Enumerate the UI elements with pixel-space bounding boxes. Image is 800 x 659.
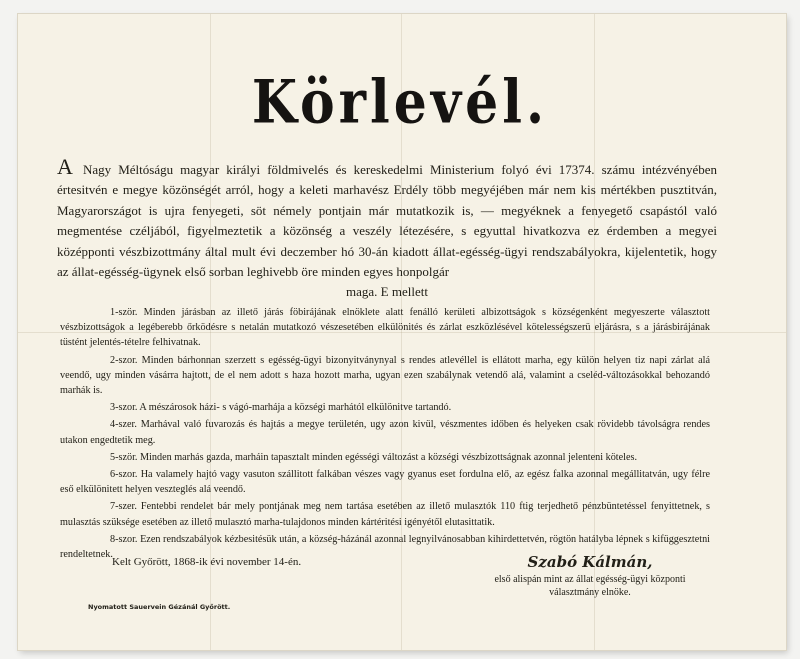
document-title: Körlevél.	[251, 67, 549, 138]
intro-paragraph	[57, 154, 717, 303]
point-item: 2-szor. Minden bárhonnan szerzett s egésség-ügyi bizonyitványnyal s rendes atlevéllel is ellátott marha, egy külön helyen tiz napi zárlat alá veendő, ugy minden vásárra hajtott, de el nem adott s haza hozott marha, ugyan ezen szabálynak vetendő alá, valamint a cseléd-változásokkal behozandó marhák is.	[60, 354, 710, 397]
point-item: 3-szor. A mészárosok házi- s vágó-marhája a községi marhától elkülönitve tartandó.	[110, 402, 452, 414]
point-item: 1-ször. Minden járásban az illető járás föbirájának elnöklete alatt fenálló kerületi albizottságok s községenként megyeszerte választott vészbizottságok a legéberebb őrködésre s netalán mutatkozó vészesetében elkülönités és zárlat eszközlésével kötelességszerü eljárásra, s a járásbirájának tüstént jelentés-tételre felhivatnak.	[60, 307, 710, 349]
point-item: 7-szer. Fentebbi rendelet bár mely pontjának meg nem tartása esetében az illető mulasztók 110 ftig terjedhető pénzbüntetéssel fenyittetnek, s mulasztás szüksége esetében az illető mulasztó marha-tulajdonos minden kártéritési igényétől elutasittatik.	[60, 501, 710, 528]
numbered-points	[60, 305, 710, 564]
signature-block	[470, 553, 710, 599]
place-date: Kelt Győrött, 1868-ik évi november 14-én.	[112, 556, 302, 568]
signer-role: első alispán mint az állat egésség-ügyi központi	[494, 574, 686, 585]
point-item: 8-szor. Ezen rendszabályok kézbesitésük után, a község-házánál azonnal legnyilvánosabban kihirdettetvén, rögtön hatályba lépnek s kifüggesztetni rendeltetnek.	[60, 533, 710, 561]
point-item: 5-ször. Minden marhás gazda, marháin tapasztalt minden egésségi változást a községi vészbizottságnak azonnal jelenteni köteles.	[110, 451, 638, 463]
point-item: 6-szor. Ha valamely hajtó vagy vasuton szállitott falkában vészes vagy gyanus eset fordulna elő, az egész falka azonnal megállitatván, ugy félre eső elkülönitett helyen veszteglés alá veendő.	[60, 469, 710, 496]
signer-name: Szabó Kálmán,	[527, 553, 653, 571]
drop-cap: A	[57, 154, 73, 179]
point-item: 4-szer. Marhával való fuvarozás és hajtás a megye területén, ugy azon kivül, vészmentes időben és helyeken csak rövidebb távolságra rendes utakon engedtetik meg.	[60, 419, 710, 446]
intro-last-line: maga. E mellett	[346, 284, 428, 300]
intro-body: Nagy Méltóságu magyar királyi földmivelés és kereskedelmi Ministerium folyó évi 17374. számu intézvényében értesitvén e megye közönségét arról, hogy a keleti marhavész Erdély több megyéjében már nem kis mértékben pusztitván, Magyarországot is ujra fenyegeti, söt némely pontjain már mutatkozik is, — megyéknek a fenyegető csapástól való megmentése czéljából, figyelmeztetik a közönség a veszély létezésére, s egyuttal hivatkozva ez érdemben a megyei középponti vészbizottmány által mult évi deczember hó 30-án kiadott állat-egésség-ügyi rendszabályokra, kijelentetik, hogy az állat-egésség-ügynek első sorban leghivebb öre minden egyes honpolgár	[57, 162, 717, 280]
signer-role: választmány elnöke.	[549, 587, 631, 598]
printer-imprint: Nyomatott Sauervein Gézánál Győrött.	[88, 603, 231, 611]
